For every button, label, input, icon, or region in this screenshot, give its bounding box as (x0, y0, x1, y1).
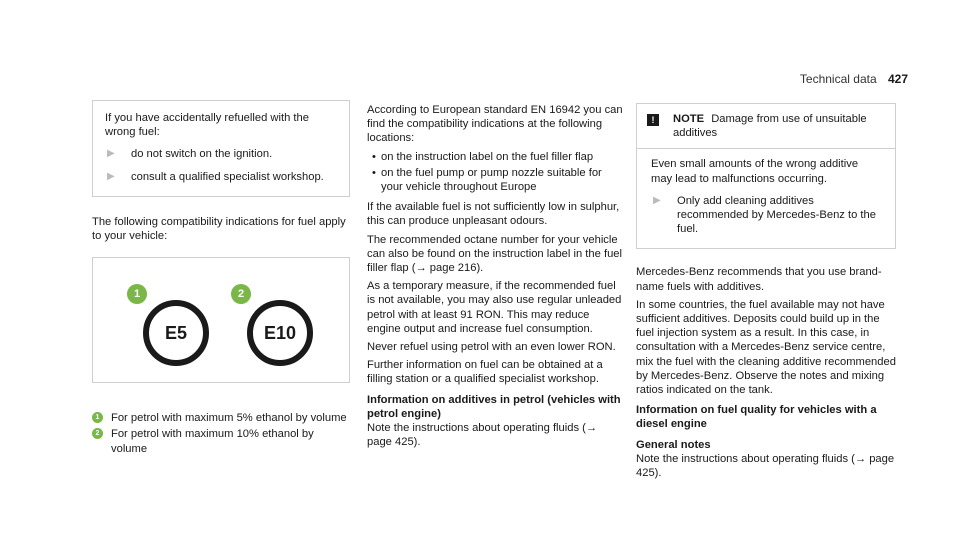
step-text: Only add cleaning additives recommended by Mercedes-Benz to the fuel. (677, 194, 876, 236)
note-label: NOTE (673, 113, 705, 125)
note-header (637, 104, 895, 149)
step-item (651, 194, 881, 237)
legend-item (92, 427, 350, 455)
note-text: Even small amounts of the wrong additive may lead to malfunctions occurring. (651, 158, 859, 185)
callout-2: 2 (231, 284, 251, 304)
e10-label-icon: E10 (247, 300, 313, 366)
compat-intro: The following compatibility indications for fuel apply to your vehicle: (92, 215, 346, 243)
step-text: do not switch on the ignition. (131, 148, 273, 161)
paragraph: In some countries, the fuel available may not have sufficient additives. Deposits could build up in the fuel injection system as a result. In this case, in consultation with a Mercedes-Benz service centre, mix the fuel with the cleaning additive recommended by Mercedes-Benz. Observe the notes and mixing ratios indicated on the tank. (636, 298, 896, 397)
section-title: Technical data (799, 72, 877, 86)
figure-legend (92, 411, 350, 456)
arrow-icon: ▶ (653, 194, 661, 206)
legend-text: For petrol with maximum 5% ethanol by volume (111, 412, 347, 425)
paragraph: Note the instructions about operating fluids (→ page 425). (636, 452, 895, 480)
wrong-fuel-intro: If you have accidentally refuelled with the wrong fuel: (105, 112, 309, 139)
section-heading: Information on fuel quality for vehicles with a diesel engine (636, 404, 877, 431)
step-item (105, 170, 337, 184)
note-title: Damage from use of unsuitable additives (673, 113, 867, 140)
legend-num: 2 (92, 428, 103, 439)
section-heading: Information on additives in petrol (vehicles with petrol engine) (367, 393, 621, 420)
legend-num: 1 (92, 412, 103, 423)
legend-item (92, 411, 350, 425)
wrong-fuel-box (92, 100, 350, 197)
paragraph: Never refuel using petrol with an even lower RON. (367, 341, 616, 354)
warning-icon: ! (647, 114, 659, 126)
page-number: 427 (887, 72, 908, 86)
arrow-icon: ▶ (107, 148, 115, 160)
page-header (800, 72, 908, 86)
column-2 (367, 103, 625, 453)
column-1 (92, 100, 350, 458)
arrow-icon: ▶ (107, 170, 115, 182)
e5-label-icon: E5 (143, 300, 209, 366)
subsection-heading: General notes (636, 438, 711, 451)
paragraph: Mercedes-Benz recommends that you use brand-name fuels with additives. (636, 266, 882, 293)
step-text: consult a qualified specialist workshop. (131, 170, 324, 183)
note-body (637, 149, 895, 248)
column-3 (636, 103, 896, 484)
fuel-compat-figure (92, 257, 350, 383)
paragraph: The recommended octane number for your vehicle can also be found on the instruction label in the fuel filler flap (→ page 216). (367, 233, 623, 275)
legend-text: For petrol with maximum 10% ethanol by volume (111, 428, 314, 455)
paragraph: Note the instructions about operating fluids (→ page 425). (367, 422, 598, 449)
paragraph: Further information on fuel can be obtained at a filling station or a qualified specialist workshop. (367, 359, 603, 386)
list-item: • on the instruction label on the fuel filler flap (372, 150, 594, 163)
note-box (636, 103, 896, 249)
location-list (367, 150, 625, 195)
step-item (105, 147, 337, 161)
paragraph: As a temporary measure, if the recommended fuel is not available, you may also use regular unleaded petrol with at least 91 RON. This may reduce engine output and increase fuel consumption. (367, 280, 622, 335)
list-item: • on the fuel pump or pump nozzle suitable for your vehicle throughout Europe (372, 166, 602, 194)
paragraph: According to European standard EN 16942 you can find the compatibility indications at the following locations: (367, 104, 623, 145)
callout-1: 1 (127, 284, 147, 304)
paragraph: If the available fuel is not sufficiently low in sulphur, this can produce unpleasant odours. (367, 201, 620, 228)
